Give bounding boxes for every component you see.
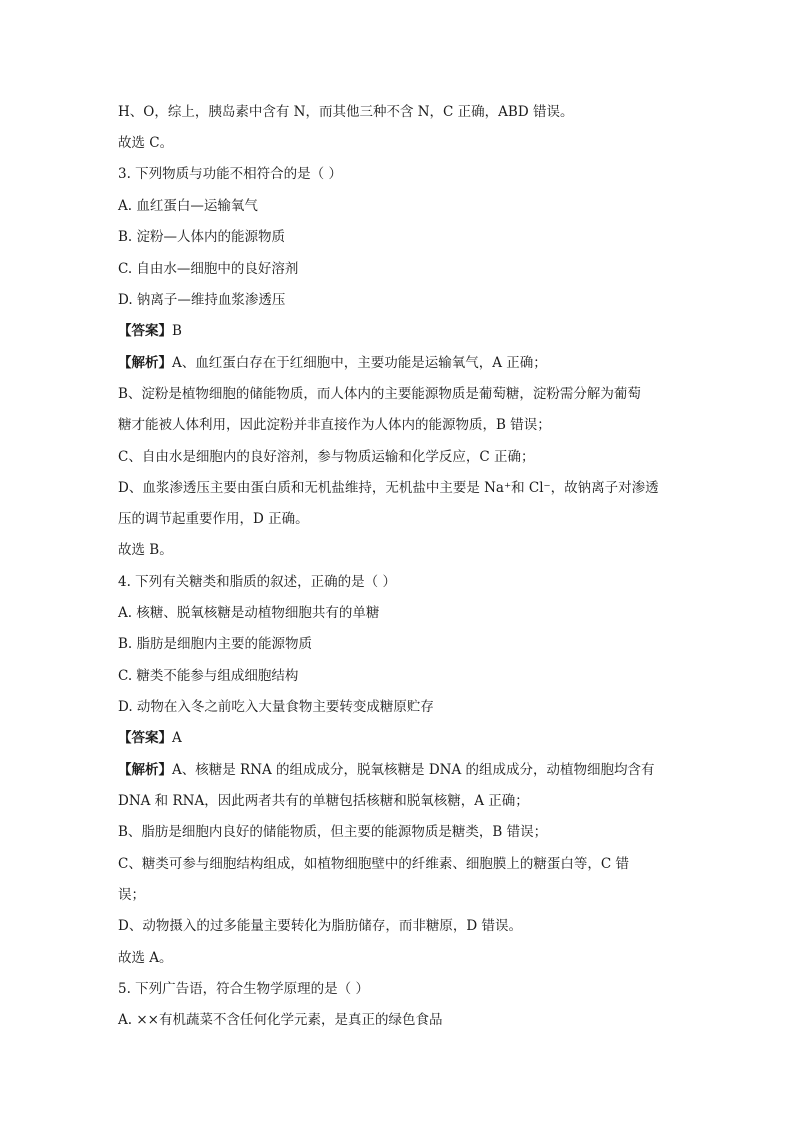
answer-value: B [172, 323, 182, 339]
q3-analysis-line: B、淀粉是植物细胞的储能物质，而人体内的主要能源物质是葡萄糖，淀粉需分解为葡萄 [118, 386, 641, 402]
q4-choose: 故选 A。 [118, 950, 173, 966]
q3-answer [118, 321, 182, 341]
q3-option-b: B. 淀粉—人体内的能源物质 [118, 229, 286, 245]
q3-option-a: A. 血红蛋白—运输氧气 [118, 198, 258, 214]
q3-option-c: C. 自由水—细胞中的良好溶剂 [118, 261, 299, 277]
analysis-text: A、血红蛋白存在于红细胞中，主要功能是运输氧气，A 正确； [172, 355, 547, 371]
analysis-tag: 【解析】 [118, 355, 172, 371]
intro-choose: 故选 C。 [118, 135, 174, 151]
intro-line: H、O，综上，胰岛素中含有 N，而其他三种不含 N，C 正确，ABD 错误。 [118, 104, 574, 120]
q4-option-c: C. 糖类不能参与组成细胞结构 [118, 668, 299, 684]
q3-analysis-line: 糖才能被人体利用，因此淀粉并非直接作为人体内的能源物质，B 错误； [118, 417, 551, 433]
q3-analysis-line: C、自由水是细胞内的良好溶剂，参与物质运输和化学反应，C 正确； [118, 449, 535, 465]
q4-answer [118, 728, 182, 748]
q4-analysis-line: C、糖类可参与细胞结构组成，如植物细胞壁中的纤维素、细胞膜上的糖蛋白等，C 错 [118, 856, 629, 872]
q3-analysis-line: 压的调节起重要作用，D 正确。 [118, 511, 309, 527]
q3-option-d: D. 钠离子—维持血浆渗透压 [118, 292, 286, 308]
answer-value: A [172, 730, 182, 746]
analysis-text: A、核糖是 RNA 的组成成分，脱氧核糖是 DNA 的组成成分，动植物细胞均含有 [172, 762, 655, 778]
q4-analysis-line: DNA 和 RNA，因此两者共有的单糖包括核糖和脱氧核糖，A 正确； [118, 793, 529, 809]
q5-option-a: A. ××有机蔬菜不含任何化学元素，是真正的绿色食品 [118, 1012, 443, 1028]
answer-tag: 【答案】 [118, 323, 172, 339]
q4-option-a: A. 核糖、脱氧核糖是动植物细胞共有的单糖 [118, 605, 380, 621]
q3-stem: 3. 下列物质与功能不相符合的是（ ） [118, 166, 342, 182]
q4-analysis-line: B、脂肪是细胞内良好的储能物质，但主要的能源物质是糖类，B 错误； [118, 824, 548, 840]
q4-option-d: D. 动物在入冬之前吃入大量食物主要转变成糖原贮存 [118, 699, 434, 715]
q3-analysis-line [118, 353, 547, 373]
q4-analysis-line: 误； [118, 887, 145, 903]
q4-stem: 4. 下列有关糖类和脂质的叙述，正确的是（ ） [118, 574, 396, 590]
q4-analysis-line [118, 760, 655, 780]
q4-option-b: B. 脂肪是细胞内主要的能源物质 [118, 636, 313, 652]
q5-stem: 5. 下列广告语，符合生物学原理的是（ ） [118, 981, 369, 997]
q3-choose: 故选 B。 [118, 542, 173, 558]
q4-analysis-line: D、动物摄入的过多能量主要转化为脂肪储存，而非糖原，D 错误。 [118, 918, 522, 934]
analysis-tag: 【解析】 [118, 762, 172, 778]
answer-tag: 【答案】 [118, 730, 172, 746]
q3-analysis-line: D、血浆渗透压主要由蛋白质和无机盐维持，无机盐中主要是 Na⁺和 Cl⁻，故钠离子对渗透 [118, 480, 659, 496]
